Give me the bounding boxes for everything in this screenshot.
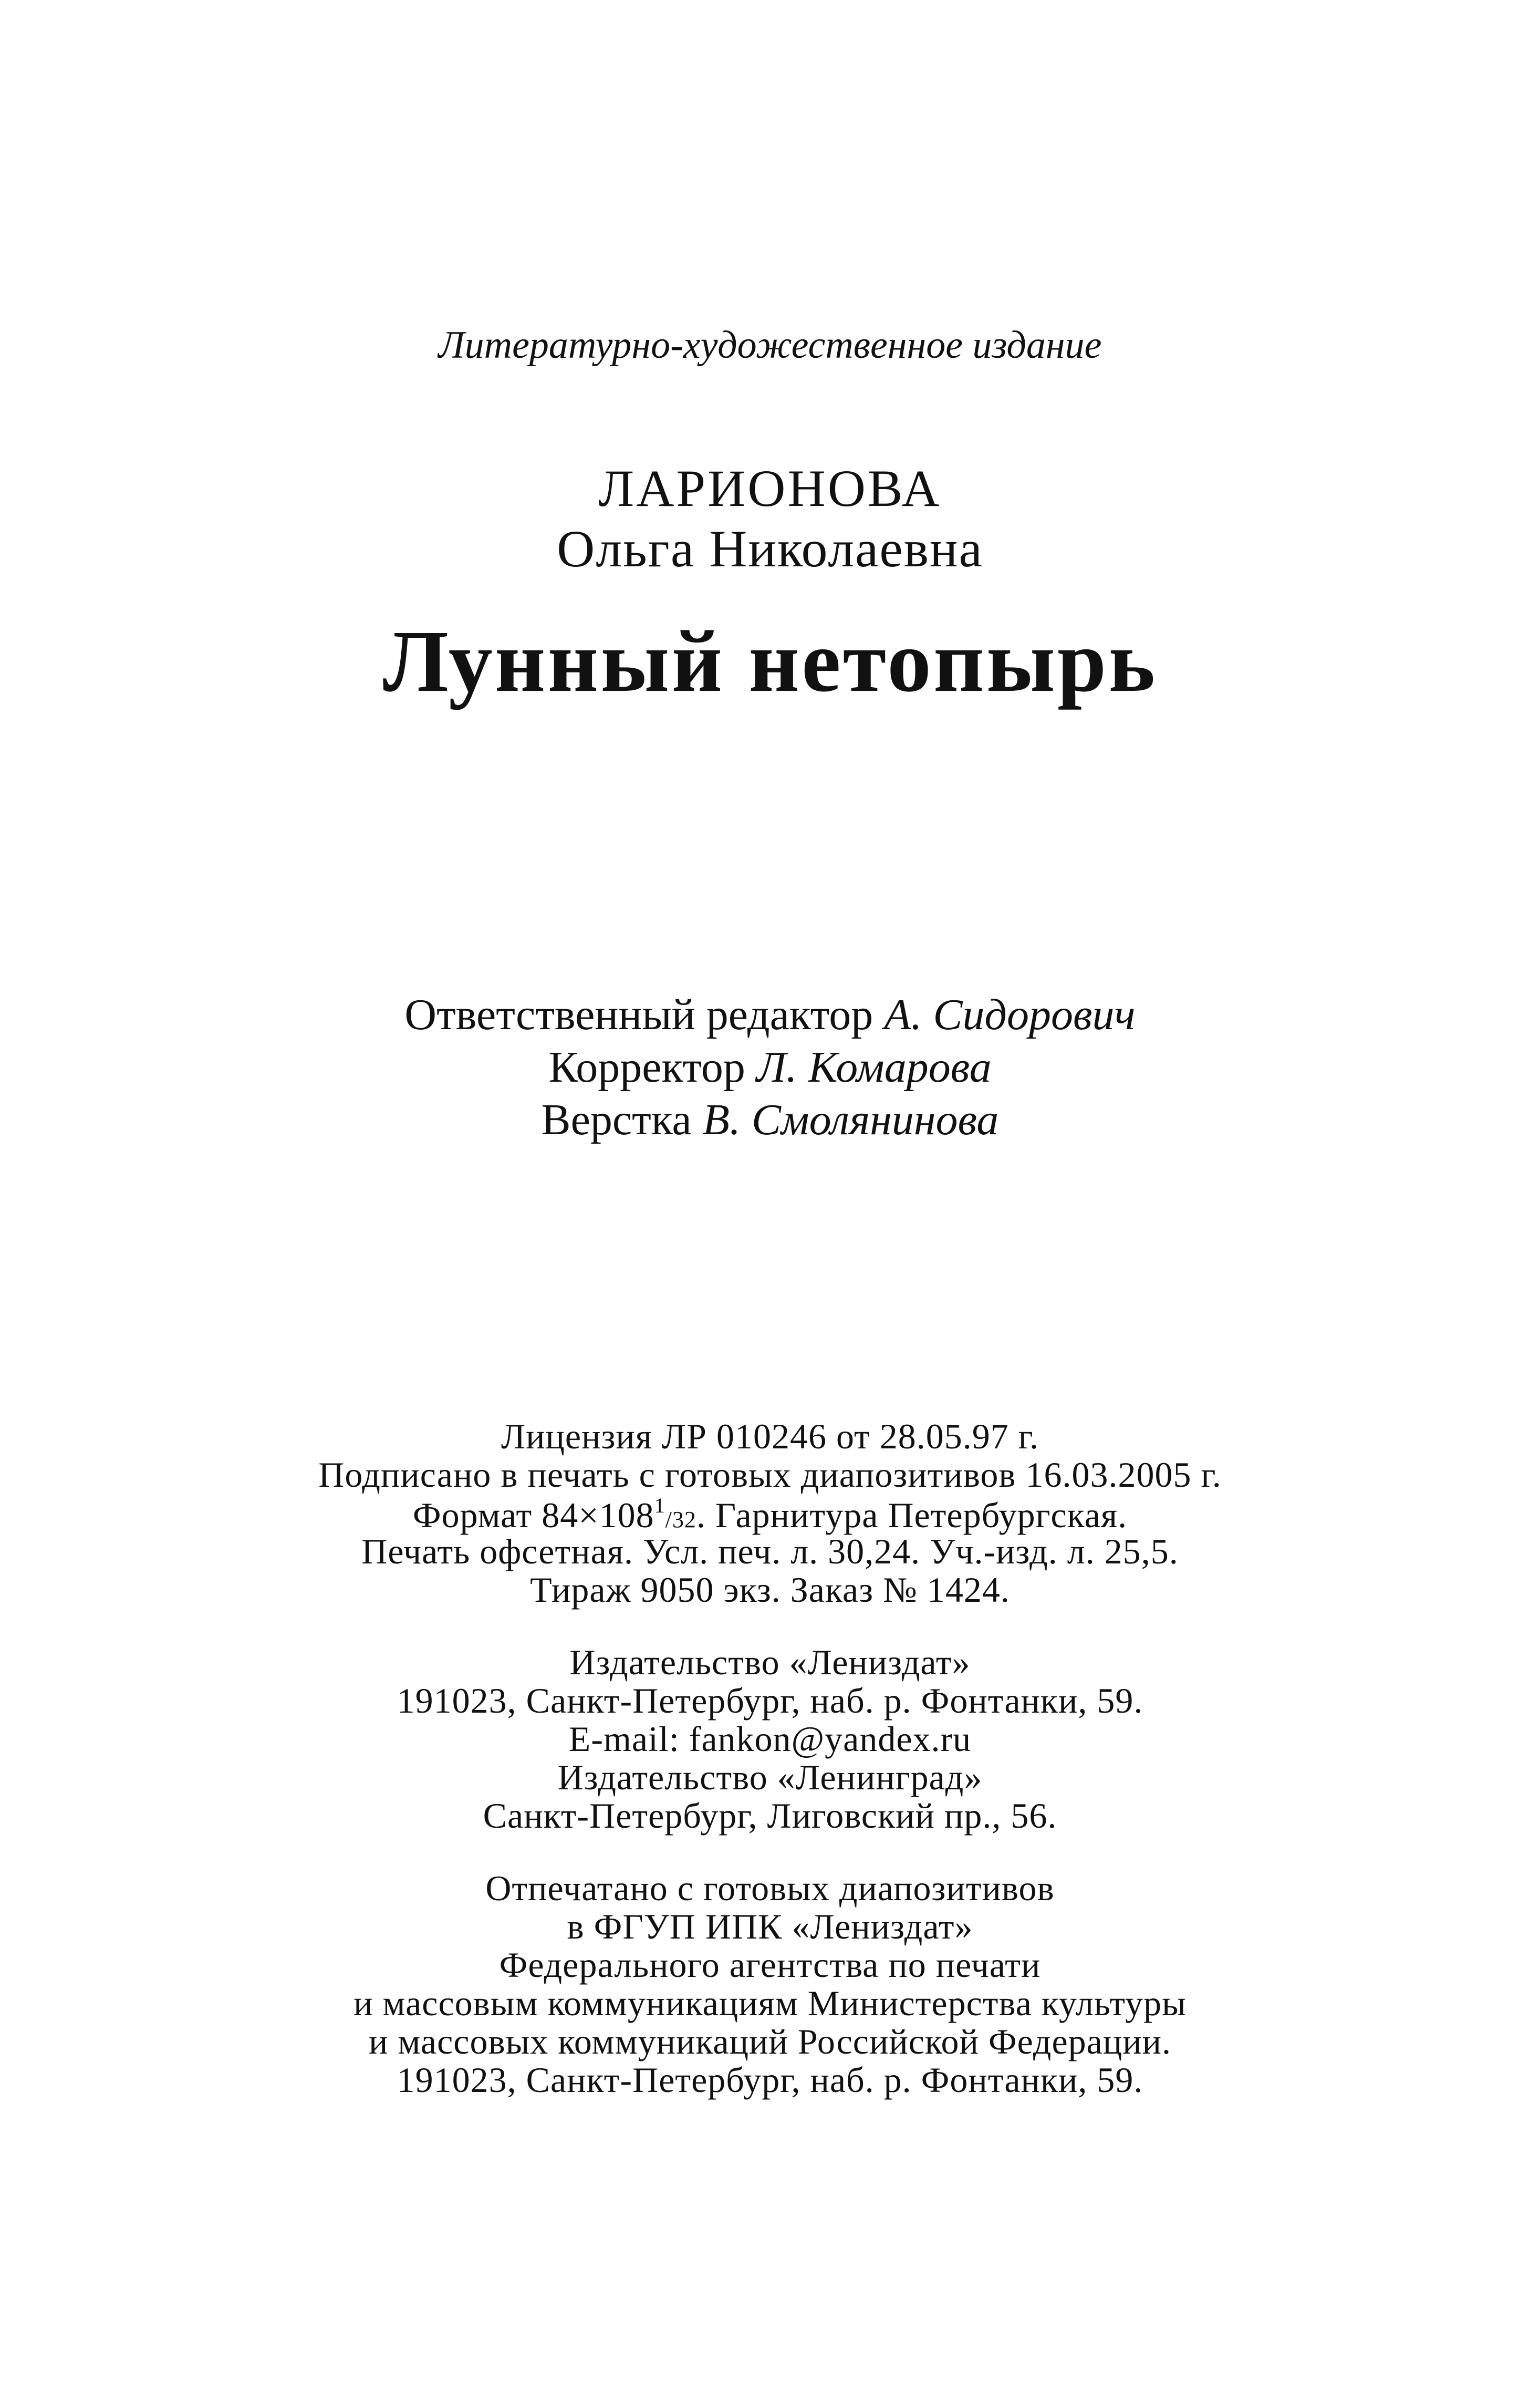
format-superscript: 1 (654, 1494, 665, 1517)
publisher-email: E-mail: fankon@yandex.ru (568, 1719, 972, 1759)
format-suffix: . Гарнитура Петербургская. (696, 1495, 1128, 1535)
printer-line: Федерального агентства по печати (499, 1945, 1041, 1985)
printer-line: и массовым коммуникациям Министерства культуры (353, 1983, 1187, 2023)
imprint-print: Печать офсетная. Усл. печ. л. 30,24. Уч.-изд. л. 25,5. (361, 1531, 1179, 1571)
imprint-signed: Подписано в печать с готовых диапозитивов 16.03.2005 г. (318, 1455, 1222, 1495)
book-title: Лунный нетопырь (382, 613, 1158, 710)
credit-editor (0, 990, 1540, 1039)
author-name: Ольга Николаевна (557, 520, 983, 578)
credit-person: Л. Комарова (756, 1043, 992, 1092)
printer-line: и массовых коммуникаций Российской Федерации. (368, 2022, 1172, 2061)
credit-role: Ответственный редактор (404, 990, 873, 1039)
credit-person: А. Сидорович (884, 990, 1136, 1039)
publisher-line: Издательство «Лениздат» (569, 1642, 971, 1682)
author-surname: ЛАРИОНОВА (598, 459, 942, 517)
edition-type: Литературно-художественное издание (438, 324, 1102, 367)
credit-person: В. Смолянинова (702, 1095, 999, 1144)
credit-role: Верстка (541, 1095, 692, 1144)
imprint-license: Лицензия ЛР 010246 от 28.05.97 г. (501, 1416, 1039, 1456)
publisher-line: Издательство «Ленинград» (557, 1757, 983, 1797)
printer-line: 191023, Санкт-Петербург, наб. р. Фонтанки, 59. (397, 2060, 1143, 2100)
credit-role: Корректор (548, 1043, 745, 1092)
format-prefix: Формат 84×108 (412, 1495, 654, 1535)
credit-layout (0, 1095, 1540, 1144)
publisher-line: 191023, Санкт-Петербург, наб. р. Фонтанки, 59. (397, 1681, 1143, 1721)
printer-line: в ФГУП ИПК «Лениздат» (567, 1906, 973, 1946)
publisher-line: Санкт-Петербург, Лиговский пр., 56. (483, 1796, 1057, 1836)
printer-line: Отпечатано с готовых диапозитивов (485, 1868, 1055, 1908)
format-fraction: /32 (665, 1507, 696, 1532)
credit-proofreader (0, 1045, 1540, 1090)
imprint-format (0, 1495, 1540, 1533)
imprint-run: Тираж 9050 экз. Заказ № 1424. (530, 1570, 1010, 1610)
